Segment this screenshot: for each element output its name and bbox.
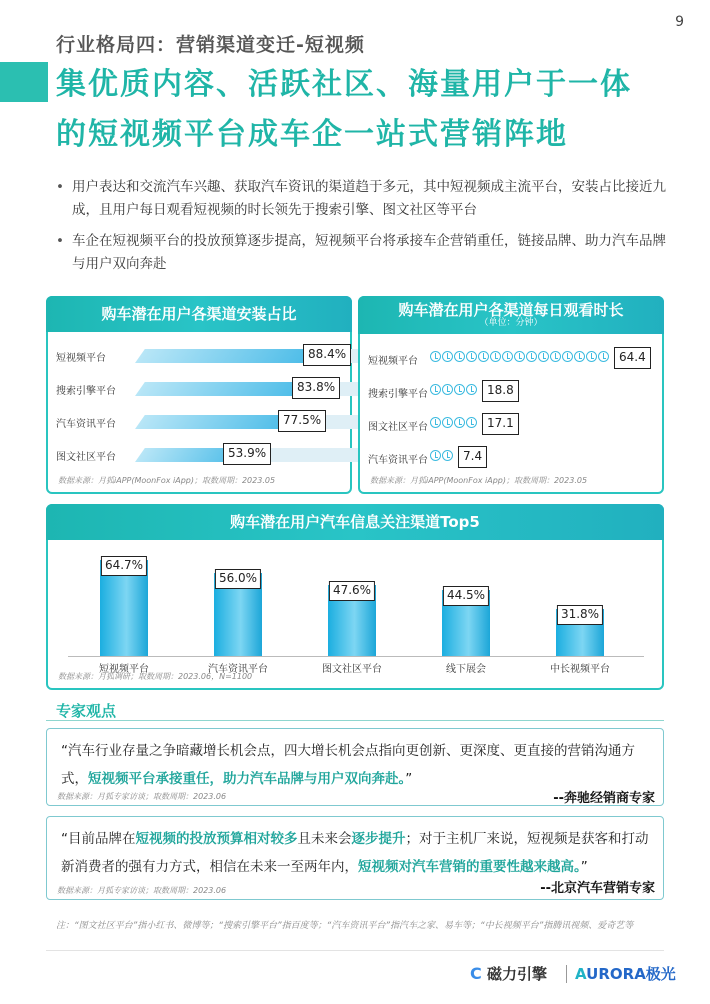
- duration-row: [368, 381, 668, 403]
- clock-icon: [550, 351, 561, 362]
- clock-icon: [514, 351, 525, 362]
- clock-icon: [454, 384, 465, 395]
- clock-icon: [454, 417, 465, 428]
- expert-divider: [46, 720, 664, 721]
- duration-label: 搜索引擎平台: [368, 389, 428, 400]
- install-bar-label: 短视频平台: [56, 353, 106, 364]
- section-label: 行业格局四：营销渠道变迁-短视频: [56, 34, 365, 56]
- top5-value: 44.5%: [443, 586, 489, 606]
- bullet-item: • 车企在短视频平台的投放预算逐步提高，短视频平台将承接车企营销重任，链接品牌、助力汽车品牌与用户双向奔赴: [56, 230, 666, 276]
- quote-source: 数据来源：月狐专家访谈；取数周期：2023.06: [57, 792, 227, 801]
- footer-divider: [46, 950, 664, 951]
- aurora-logo-icon: A: [575, 965, 587, 983]
- quote-segment: ”: [580, 859, 588, 875]
- install-bar-value: 77.5%: [278, 410, 326, 432]
- bullet-item: • 用户表达和交流汽车兴趣、获取汽车资讯的渠道趋于多元，其中短视频成主流平台，安装占比接近九成，且用户每日观看短视频的时长领先于搜索引擎、图文社区等平台: [56, 176, 666, 222]
- top5-value: 31.8%: [557, 605, 603, 625]
- install-bar-row: [56, 344, 386, 368]
- duration-row: [368, 414, 668, 436]
- daily-duration-source: 数据来源：月狐iAPP(MoonFox iApp)；取数周期：2023.05: [370, 476, 588, 485]
- clock-icon: [442, 450, 453, 461]
- top5-label: 线下展会: [446, 664, 486, 675]
- install-bar-row: [56, 377, 386, 401]
- clock-icon: [490, 351, 501, 362]
- clock-icon: [442, 351, 453, 362]
- clock-icon: [430, 384, 441, 395]
- duration-value: 18.8: [482, 380, 519, 402]
- clock-icon: [598, 351, 609, 362]
- top5-channels-panel: [46, 504, 664, 690]
- clock-icon: [466, 417, 477, 428]
- install-bar-value: 88.4%: [303, 344, 351, 366]
- duration-clocks: [430, 384, 478, 400]
- quote-segment: ；对于主机厂来说，短视频是获客和打动新消费者的强有力方式，相信在未来一至两年内，: [61, 831, 649, 875]
- clock-icon: [430, 450, 441, 461]
- expert-opinion-title: 专家观点: [56, 702, 117, 720]
- duration-clocks: [430, 351, 610, 367]
- clock-icon: [442, 384, 453, 395]
- cili-logo-icon: C: [470, 964, 482, 983]
- clock-icon: [430, 351, 441, 362]
- duration-clocks: [430, 450, 454, 466]
- clock-icon: [442, 417, 453, 428]
- duration-label: 图文社区平台: [368, 422, 428, 433]
- install-share-title: 购车潜在用户各渠道安装占比: [46, 296, 352, 332]
- top5-label: 汽车资讯平台: [208, 664, 268, 675]
- clock-icon: [478, 351, 489, 362]
- daily-duration-panel: [358, 296, 664, 494]
- quote-highlight: 短视频平台承接重任，助力汽车品牌与用户双向奔赴。: [88, 771, 406, 787]
- clock-icon: [574, 351, 585, 362]
- install-bar-row: [56, 443, 386, 467]
- duration-value: 64.4: [614, 347, 651, 369]
- top5-value: 64.7%: [101, 556, 147, 576]
- top5-value: 47.6%: [329, 581, 375, 601]
- headline-line-1: 集优质内容、活跃社区、海量用户于一体: [56, 67, 632, 102]
- quote-segment: 且未来会: [297, 831, 352, 847]
- quote-segment: ”: [405, 771, 413, 787]
- top5-channels-source: 数据来源：月狐调研；取数周期：2023.06，N=1100: [58, 672, 253, 681]
- bullet-list: [56, 176, 666, 284]
- duration-row: [368, 348, 668, 370]
- install-bar-label: 汽车资讯平台: [56, 419, 116, 430]
- clock-icon: [538, 351, 549, 362]
- quote-highlight: 短视频对汽车营销的重要性越来越高。: [358, 859, 581, 875]
- title-accent-bar: [0, 62, 48, 102]
- clock-icon: [502, 351, 513, 362]
- aurora-logo-text: URORA极光: [586, 965, 676, 983]
- headline: [56, 60, 632, 160]
- install-share-panel: [46, 296, 352, 494]
- duration-label: 汽车资讯平台: [368, 455, 428, 466]
- install-bar-value: 83.8%: [292, 377, 340, 399]
- brand-logo-aurora: [575, 963, 676, 984]
- clock-icon: [466, 351, 477, 362]
- clock-icon: [562, 351, 573, 362]
- expert-quote-2: [46, 816, 664, 900]
- quote-author: --奔驰经销商专家: [553, 791, 655, 806]
- install-share-source: 数据来源：月狐iAPP(MoonFox iApp)；取数周期：2023.05: [58, 476, 276, 485]
- duration-value: 17.1: [482, 413, 519, 435]
- clock-icon: [430, 417, 441, 428]
- quote-text: [61, 737, 653, 793]
- quote-highlight: 逐步提升: [351, 831, 406, 847]
- clock-icon: [526, 351, 537, 362]
- headline-line-2: 的短视频平台成车企一站式营销阵地: [56, 117, 568, 152]
- duration-label: 短视频平台: [368, 356, 418, 367]
- daily-duration-title: 购车潜在用户各渠道每日观看时长: [398, 301, 624, 319]
- top5-channels-title: 购车潜在用户汽车信息关注渠道Top5: [46, 504, 664, 540]
- install-bar-label: 图文社区平台: [56, 452, 116, 463]
- top5-value: 56.0%: [215, 569, 261, 589]
- daily-duration-unit: （单位：分钟）: [479, 318, 543, 328]
- install-bar-label: 搜索引擎平台: [56, 386, 116, 397]
- brand-logo-cili: [470, 963, 547, 984]
- quote-highlight: 短视频的投放预算相对较多: [135, 831, 298, 847]
- top5-label: 图文社区平台: [322, 664, 382, 675]
- clock-icon: [454, 351, 465, 362]
- daily-duration-header: [358, 296, 664, 334]
- top5-label: 中长视频平台: [550, 664, 610, 675]
- top5-axis: [68, 656, 644, 657]
- install-bar-value: 53.9%: [223, 443, 271, 465]
- clock-icon: [586, 351, 597, 362]
- brand-separator: [566, 965, 567, 983]
- quote-text: [61, 825, 653, 881]
- footnote: 注：“图文社区平台”指小红书、微博等；“搜索引擎平台”指百度等；“汽车资讯平台”指汽车之家、易车等；“中长视频平台”指腾讯视频、爱奇艺等: [56, 921, 634, 931]
- duration-row: [368, 447, 668, 469]
- page-number: 9: [675, 14, 684, 30]
- clock-icon: [466, 384, 477, 395]
- top5-label: 短视频平台: [99, 664, 149, 675]
- cili-logo-text: 磁力引擎: [486, 965, 547, 983]
- install-bar-row: [56, 410, 386, 434]
- duration-clocks: [430, 417, 478, 433]
- quote-source: 数据来源：月狐专家访谈；取数周期：2023.06: [57, 886, 227, 895]
- quote-author: --北京汽车营销专家: [540, 881, 655, 896]
- duration-value: 7.4: [458, 446, 487, 468]
- quote-segment: “目前品牌在: [61, 831, 136, 847]
- expert-quote-1: [46, 728, 664, 806]
- quote-segment: “汽车行业存量之争暗藏增长机会点，四大增长机会点指向更创新、更深度、更直接的营销沟通方式，: [61, 743, 635, 787]
